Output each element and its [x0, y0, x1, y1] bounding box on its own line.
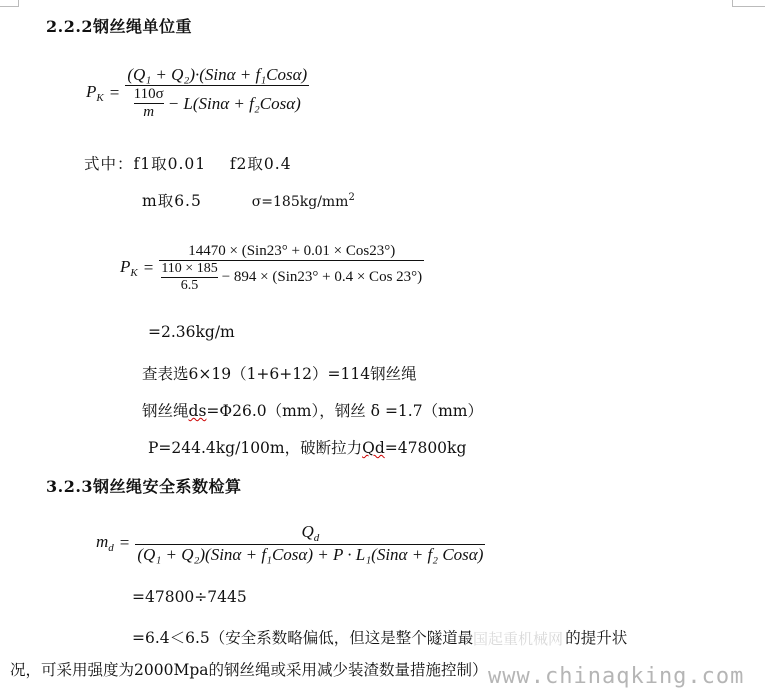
denominator-tail: − 894 × (Sin23° + 0.4 × Cos 23°)	[221, 268, 423, 285]
formula-pk-numeric	[120, 228, 424, 308]
formula-pk-general	[86, 54, 309, 132]
formula-safety-factor	[96, 512, 485, 574]
denominator-tail: − L(Sinα + f₂Cosα)	[167, 93, 301, 113]
equals-sign: =	[119, 533, 130, 552]
equals-sign: =	[143, 258, 154, 277]
formula-lhs: $P_K$	[86, 82, 104, 104]
page-corner-mark-left	[0, 0, 19, 7]
main-fraction	[125, 65, 309, 121]
parameters-line-2: m取6.5 $\sigma=185kg/mm^2$	[142, 192, 355, 210]
calc-conclusion: 况，可采用强度为2000Mpa的钢丝绳或采用减少装渣数量措施控制）	[10, 661, 488, 679]
section-heading-2-2-2: 2.2.2钢丝绳单位重	[46, 17, 193, 36]
main-fraction	[159, 243, 424, 294]
watermark-url: www.chinaqking.com	[488, 664, 745, 689]
rope-weight: P=244.4kg/100m，破断拉力Qd=47800kg	[148, 439, 467, 457]
result-pk: =2.36kg/m	[148, 323, 235, 341]
numerator: (Q₁ + Q₂)·(Sinα + f₁Cosα)	[127, 65, 308, 84]
calc-division: =47800÷7445	[132, 588, 247, 606]
rope-diameter: 钢丝绳ds=Φ26.0（mm），钢丝 δ =1.7（mm）	[142, 402, 483, 420]
denominator: (Q₁ + Q₂)(Sinα + f₁Cosα) + P · L₁(Sinα + f₂ Cosα)	[137, 544, 484, 564]
numerator: $Q_d$	[301, 521, 320, 544]
formula-lhs: $m_d$	[96, 532, 114, 554]
main-fraction	[135, 522, 485, 565]
numerator: 14470 × (Sin23° + 0.01 × Cos23°)	[188, 242, 396, 259]
inner-denominator: 6.5	[180, 277, 199, 293]
inner-denominator: m	[143, 104, 155, 120]
watermark-cn: 中国起重机械网	[458, 630, 564, 648]
rope-selection: 查表选6×19（1+6+12）=114钢丝绳	[142, 365, 417, 383]
calc-result-line: =6.4＜6.5（安全系数略偏低，但这是整个隧道最 的提升状	[132, 629, 628, 647]
equals-sign: =	[109, 83, 120, 102]
inner-numerator: 110 × 185	[161, 260, 218, 276]
formula-lhs: $P_K$	[120, 257, 138, 279]
page-corner-mark-right	[732, 0, 765, 7]
inner-numerator: 110σ	[133, 86, 164, 102]
parameters-line-1: 式中：f1取0.01 f2取0.4	[84, 155, 292, 173]
section-heading-3-2-3: 3.2.3钢丝绳安全系数检算	[46, 477, 242, 496]
